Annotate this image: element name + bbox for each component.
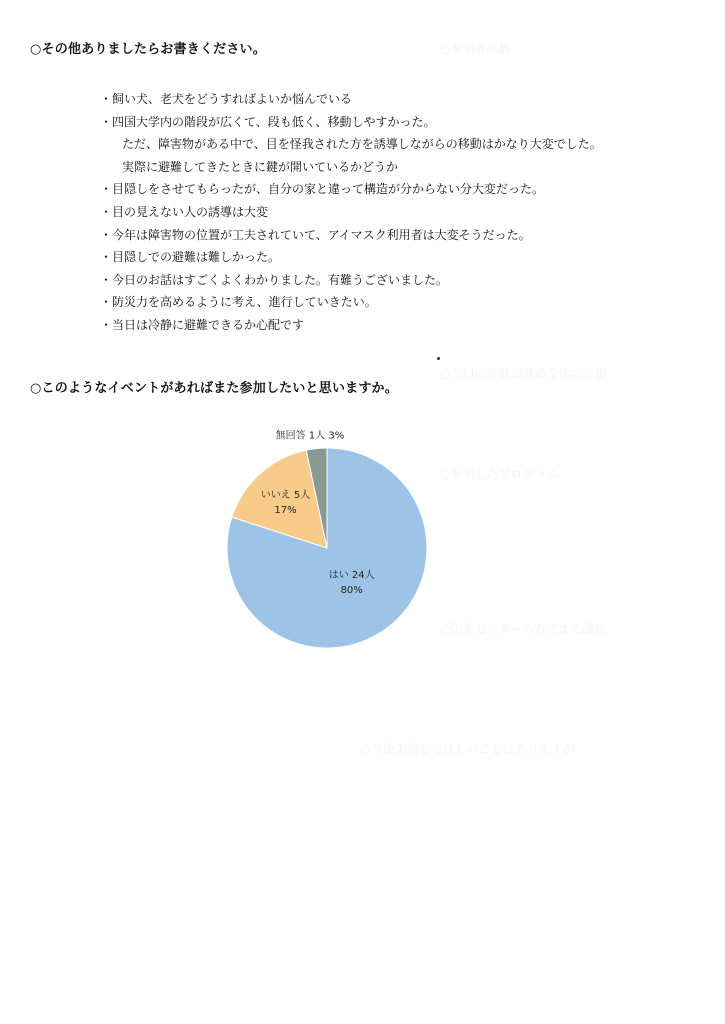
bleed-through-text: ○防災センターの方による講座 bbox=[440, 622, 606, 636]
bleed-through-text: ○今回の避難訓練の全体の評価 bbox=[440, 367, 607, 381]
comment-item: ・今年は障害物の位置が工夫されていて、アイマスク利用者は大変そうだった。 bbox=[100, 227, 531, 242]
comment-list bbox=[100, 88, 602, 337]
comment-item: ・当日は冷静に避難できるか心配です bbox=[100, 317, 305, 332]
comment-item: ・防災力を高めるように考え、進行していきたい。 bbox=[100, 295, 377, 310]
comment-item: ・四国大学内の階段が広くて、段も低く、移動しやすかった。 bbox=[100, 114, 436, 129]
pie-label: 80% bbox=[340, 584, 363, 596]
section-heading-participate-again: ○このようなイベントがあればまた参加したいと思いますか。 bbox=[30, 381, 398, 396]
comment-item: ・目隠しでの避難は難しかった。 bbox=[100, 250, 281, 265]
comment-item: ・飼い犬、老犬をどうすればよいか悩んでいる bbox=[100, 92, 353, 106]
pie-label: 17% bbox=[274, 504, 297, 516]
comment-item: ・目隠しをさせてもらったが、自分の家と違って構造が分からない分大変だった。 bbox=[100, 182, 545, 197]
participation-pie-chart bbox=[220, 420, 440, 650]
bleed-through-text: ○参加者総数 bbox=[440, 42, 511, 56]
pie-label: はい 24人 bbox=[328, 569, 375, 581]
bleed-through-text: ○参加したプログラム bbox=[440, 467, 559, 481]
comment-item: 実際に避難してきたときに鍵が開いているかどうか bbox=[122, 159, 399, 174]
comment-item: ただ、障害物がある中で、目を怪我された方を誘導しながらの移動はかなり大変でした。 bbox=[122, 137, 602, 152]
pie-label: 無回答 1人 3% bbox=[275, 430, 345, 442]
comment-item: ・今日のお話はすごくよくわかりました。有難うございました。 bbox=[100, 272, 449, 287]
comment-item: ・目の見えない人の誘導は大変 bbox=[100, 204, 269, 219]
pie-label: いいえ 5人 bbox=[260, 489, 311, 501]
stray-mark bbox=[437, 357, 440, 360]
bleed-through-text: ○今後実施してほしいことはありますか bbox=[360, 742, 575, 756]
section-heading-other-comments: ○その他ありましたらお書きください。 bbox=[30, 42, 266, 57]
